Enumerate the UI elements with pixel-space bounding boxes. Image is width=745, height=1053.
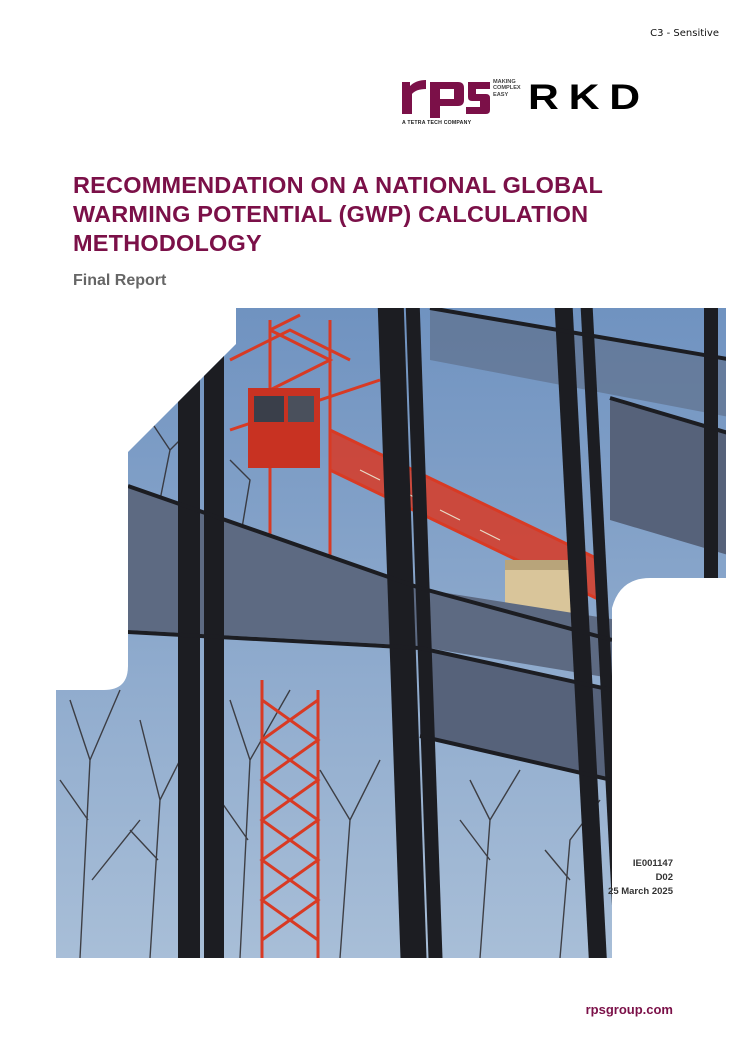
rps-tagline-line: MAKING xyxy=(493,79,516,85)
document-date: 25 March 2025 xyxy=(608,886,673,897)
document-reference: IE001147 xyxy=(632,858,673,869)
report-subtitle: Final Report xyxy=(73,272,167,289)
rps-subline: A TETRA TECH COMPANY xyxy=(402,120,472,126)
report-title: RECOMMENDATION ON A NATIONAL GLOBAL WARMING POTENTIAL (GWP) CALCULATION METHODOLOGY xyxy=(73,172,603,256)
rps-tagline-line: EASY xyxy=(493,91,509,98)
rkd-logo: RKD xyxy=(528,78,650,117)
document-meta xyxy=(608,857,673,899)
classification-label: C3 - Sensitive xyxy=(650,28,719,39)
rps-tagline-line: COMPLEX xyxy=(493,85,521,92)
document-revision: D02 xyxy=(655,872,673,883)
website-link[interactable]: rpsgroup.com xyxy=(585,1002,673,1017)
